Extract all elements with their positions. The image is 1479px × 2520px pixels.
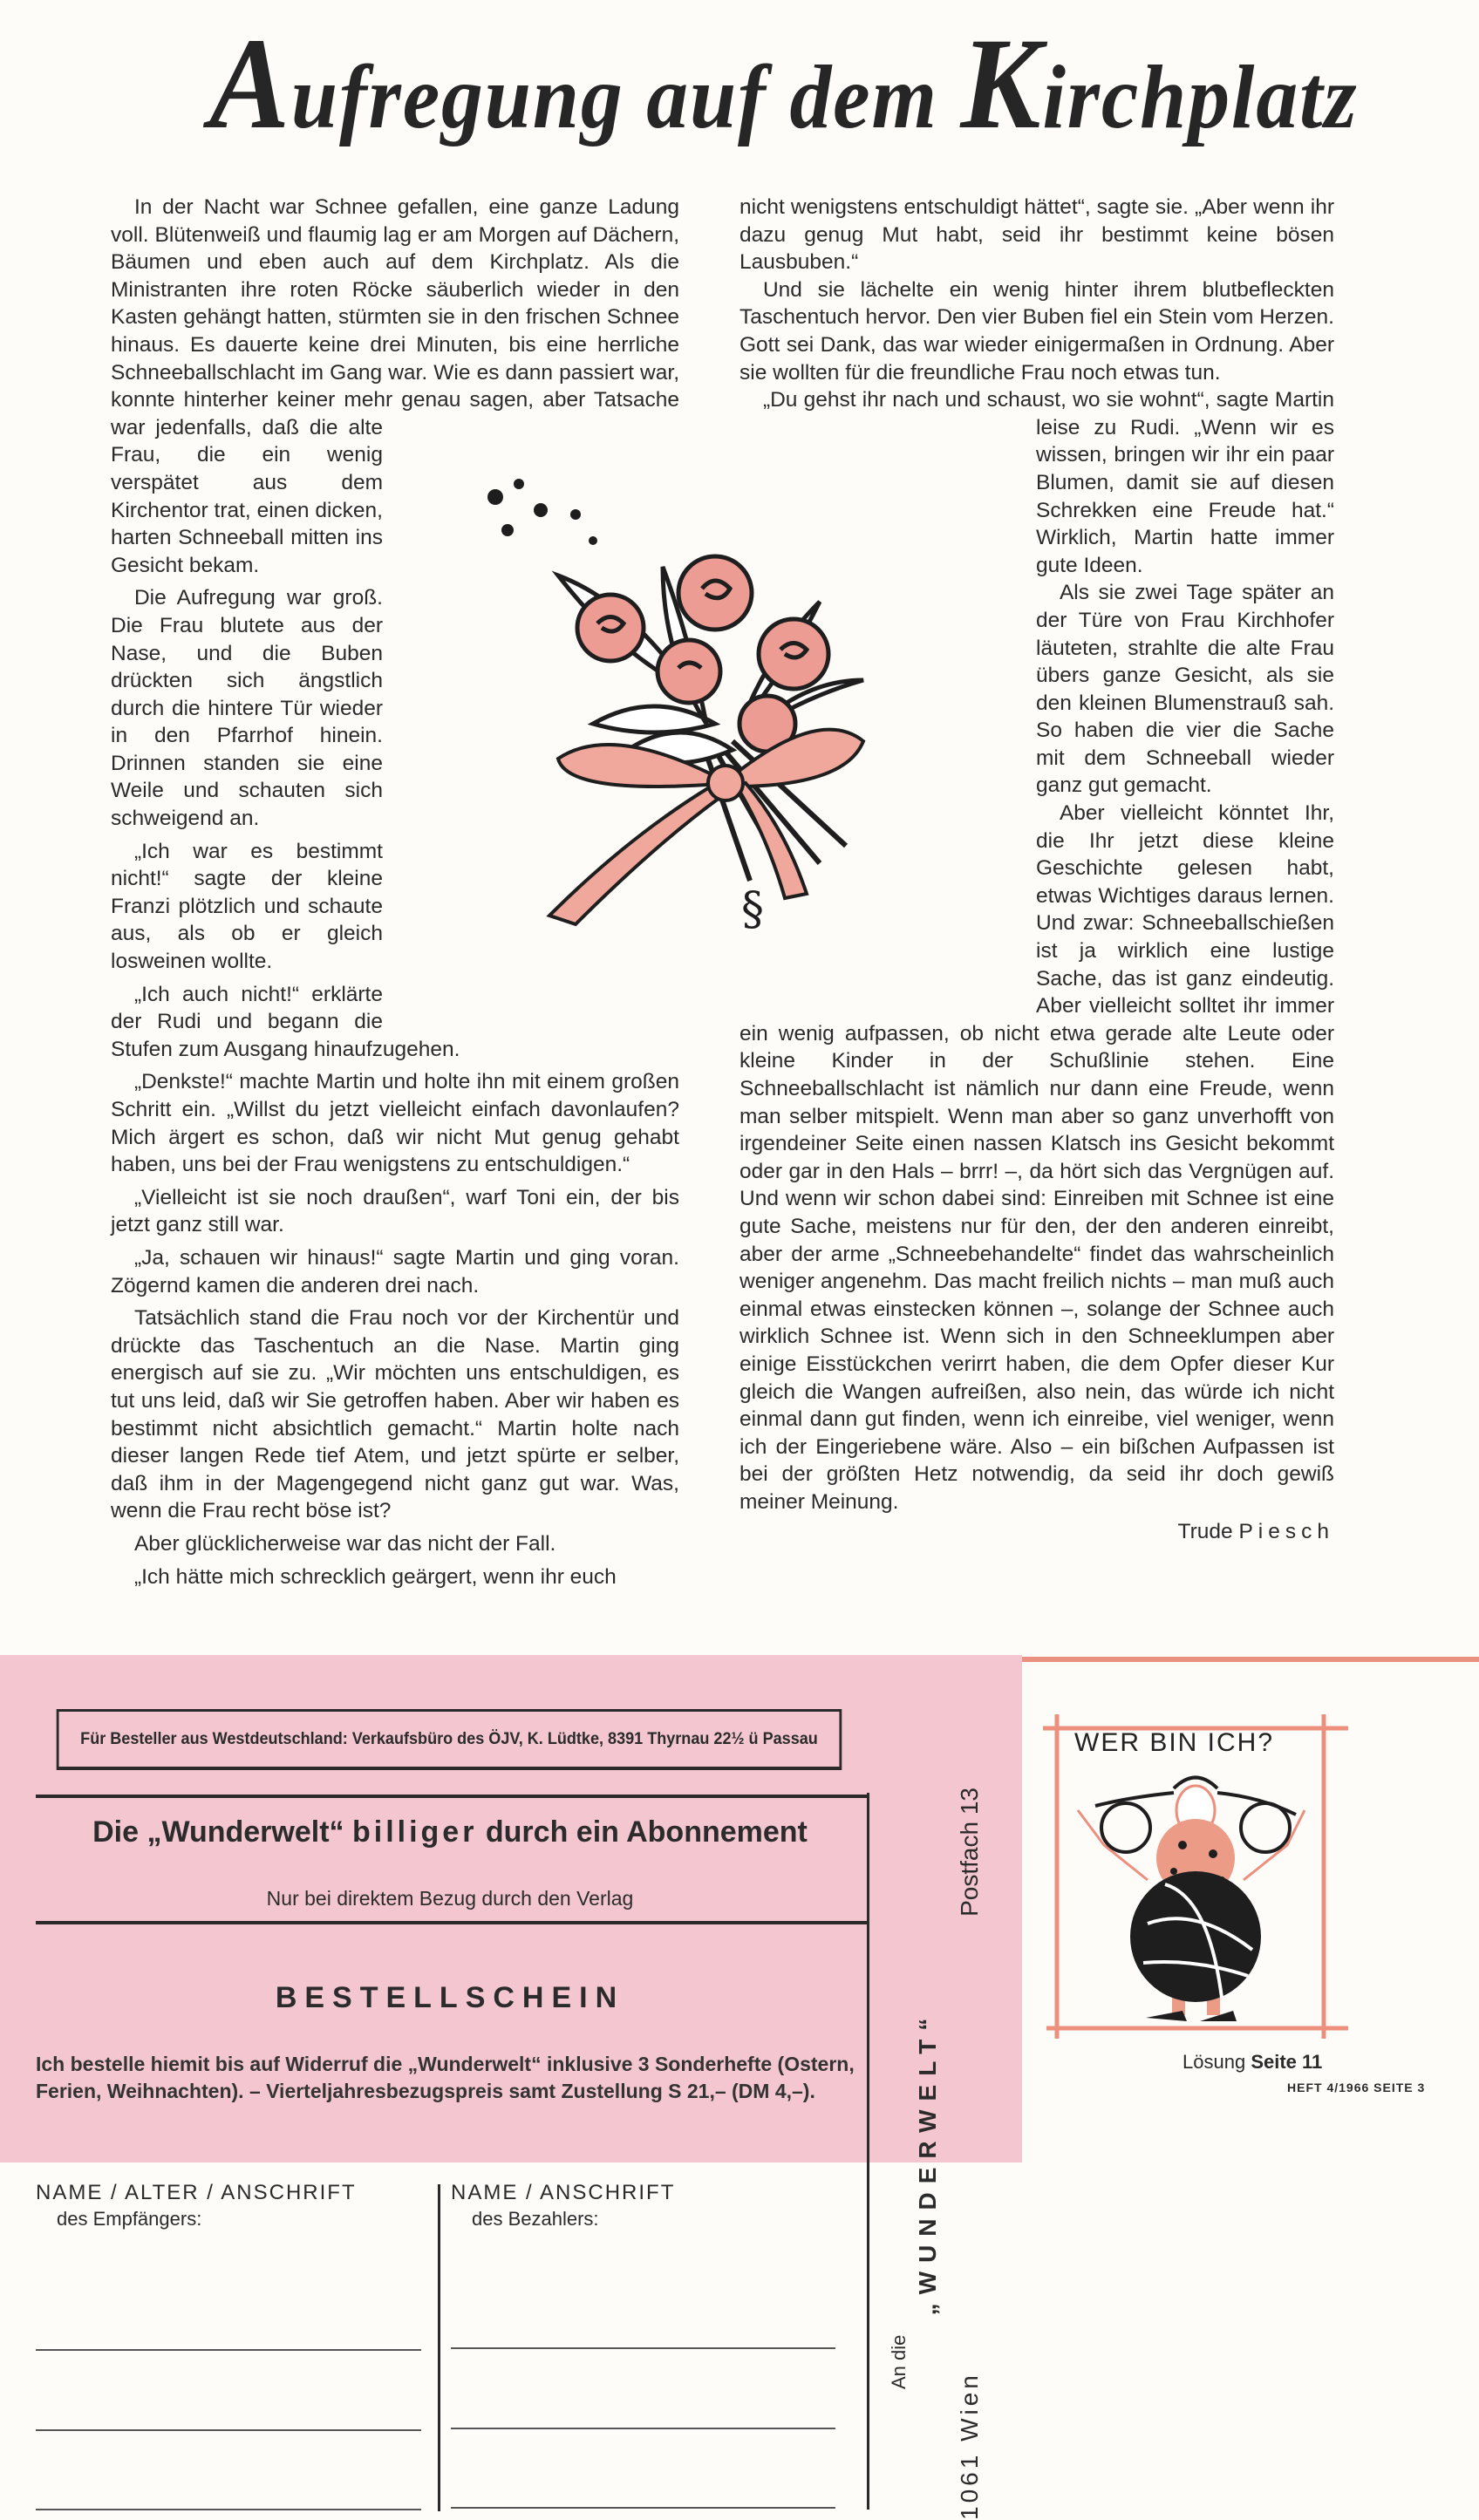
flower-bouquet-illustration xyxy=(453,462,959,933)
paragraph: „Ich hätte mich schrecklich geärgert, wenn ihr euch xyxy=(133,1564,617,1589)
paragraph: Die Aufregung war groß. Die Frau blutete aus der Nase, und die Buben drückten sich ängstlich durch die hintere Tür wieder in den Pfarrhof hinein. Drinnen standen sie eine Weile und schauten sich schweigend an. xyxy=(111,586,383,831)
divider xyxy=(867,1793,869,2510)
page-footer: HEFT 4/1966 SEITE 3 xyxy=(1287,2081,1426,2094)
payer-line-1[interactable] xyxy=(451,2347,835,2349)
coupon-notice: Für Besteller aus Westdeutschland: Verkaufsbüro des ÖJV, K. Lüdtke, 8391 Thyrnau 22½ ü Passau xyxy=(57,1709,842,1770)
divider xyxy=(1022,1657,1479,1662)
paragraph: nicht wenigstens entschuldigt hättet“, sagte sie. „Aber wenn ihr dazu genug Mut habt, seid ihr bestimmt keine bösen Lausbuben.“ xyxy=(740,195,1334,275)
quiz-girl-illustration xyxy=(1043,1714,1348,2039)
quiz-title: WER BIN ICH? xyxy=(1074,1728,1275,1757)
paragraph: „Ich war es bestimmt nicht!“ sagte der kleine Franzi plötzlich und schaute aus, als ob er gleich losweinen wollte. xyxy=(111,839,383,974)
order-text: Ich bestelle hiemit bis auf Widerruf die „Wunderwelt“ inklusive 3 Sonderhefte (Ostern, Ferien, Weihnachten). – Vierteljahresbezugspreis samt Zustellung S 21,– (DM 4,–). xyxy=(36,2053,855,2102)
recipient-label: NAME / ALTER / ANSCHRIFT des Empfängers: xyxy=(36,2181,357,2230)
paragraph: In der Nacht war Schnee gefallen, eine ganze Ladung voll. Blütenweiß und flaumig lag er am Morgen auf Dächern, Bäumen und eben auch auf dem Kirchplatz. Als die Ministranten ihre roten Röcke säuberlich wieder in den Kasten gehängt hatten, stürmten sie in den frischen Schnee hinaus. Es dauerte keine drei Minuten, bis eine herrliche Schneeballschlacht im Gang war. Wie es dann passiert war, konnte hinterher keiner mehr genau sagen, aber Tatsache war jedenfalls, daß die alte Frau, die ein wenig verspätet aus dem Kirchentor trat, einen dicken, harten Schneeball mitten ins Gesicht bekam. xyxy=(111,195,679,577)
coupon-subline: Nur bei direktem Bezug durch den Verlag xyxy=(266,1887,634,1910)
author-byline: Trude Piesch xyxy=(1177,1519,1334,1543)
paragraph: Aber vielleicht könntet Ihr, die Ihr jetzt diese kleine Geschichte gelesen habt, etwas Wichtiges daraus lernen. Und zwar: Schneeballschießen ist ja wirklich eine lustige Sache, das ist ganz eindeutig. Aber vielleicht solltet ihr immer ein wenig aufpassen, ob nicht etwa gerade alte Leute oder kleine Kinder in der Schußlinie stehen. Eine Schneeballschlacht ist nämlich nur dann eine Freude, wenn man selber mitspielt. Wenn man aber so ganz unverhofft von irgendeiner Seite einen nassen Klatsch ins Gesicht bekommt oder gar in den Hals – brrr! –, da hört sich das Vergnügen auf. Und wenn wir schon dabei sind: Einreiben mit Schnee ist eine gute Sache, meistens nur für den, der den anderen einreibt, aber der arme „Schneebehandelte“ findet das wahrscheinlich weniger angenehm. Das macht freilich nichts – man muß auch einmal etwas einstecken können –, solange der Schnee auch wirklich Schnee ist. Wenn sich in den Schneeklumpen aber einige Eisstückchen verirrt haben, die dem Opfer dieser Kur gleich die Wangen aufreißen, also nein, das würde ich nicht einmal dann gut finden, wenn ich einreibe, viel weniger, wenn ich der Eingeriebene wäre. Also – ein bißchen Aufpassen ist bei der größten Hetz notwendig, da seid ihr doch gewiß meiner Meinung. xyxy=(740,801,1334,1514)
recipient-line-3[interactable] xyxy=(36,2509,421,2510)
coupon-headline: Die „Wunderwelt“ billiger durch ein Abonnement xyxy=(92,1815,808,1849)
payer-label: NAME / ANSCHRIFT des Bezahlers: xyxy=(451,2181,676,2230)
paragraph: „Du gehst ihr nach und schaust, wo sie wohnt“, sagte Martin leise zu Rudi. „Wenn wir es wissen, bringen wir ihr ein paar Blumen, damit sie auf diesen Schrekken eine Freude hat.“ Wirklich, Martin hatte immer gute Ideen. xyxy=(762,388,1334,577)
divider xyxy=(438,2184,440,2511)
signature-mark: § xyxy=(741,883,764,933)
paragraph: „Ja, schauen wir hinaus!“ sagte Martin und ging voran. Zögernd kamen die anderen drei nach. xyxy=(111,1245,679,1297)
paragraph: „Denkste!“ machte Martin und holte ihn mit einem großen Schritt ein. „Willst du jetzt vielleicht einfach davonlaufen? Mich ärgert es schon, daß wir nicht Mut genug gehabt haben, uns bei der Frau wenigstens zu entschuldigen.“ xyxy=(111,1070,679,1177)
paragraph: Als sie zwei Tage später an der Türe von Frau Kirchhofer läuteten, strahlte die alte Frau übers ganze Gesicht, als sie den kleinen Blumenstrauß sah. So haben die vier die Sache mit dem Schneeball wieder ganz gut gemacht. xyxy=(1036,581,1334,798)
payer-line-2[interactable] xyxy=(451,2428,835,2429)
divider xyxy=(36,1921,869,1924)
recipient-line-2[interactable] xyxy=(36,2429,421,2431)
paragraph: Tatsächlich stand die Frau noch vor der Kirchentür und drückte das Taschentuch an die Nase. Martin ging energisch auf sie zu. „Wir möchten uns entschuldigen, es tut uns leid, daß wir Sie getroffen haben. Aber wir haben es bestimmt nicht absichtlich gemacht.“ Martin holte nach dieser langen Rede tief Atem, und jetzt spürte er selber, daß ihm in der Magengegend nicht ganz gut war. Was, wenn die Frau recht böse ist? xyxy=(111,1306,679,1523)
form-title: BESTELLSCHEIN xyxy=(275,1981,625,2014)
article-title: Aufregung auf dem Kirchplatz xyxy=(209,11,1359,156)
paragraph: „Ich auch nicht!“ erklärte der Rudi und begann die Stufen zum Ausgang hinaufzugehen. xyxy=(111,982,460,1061)
paragraph: Aber glücklicherweise war das nicht der Fall. xyxy=(133,1531,556,1556)
paragraph: „Vielleicht ist sie noch draußen“, warf Toni ein, der bis jetzt ganz still war. xyxy=(111,1185,679,1237)
paragraph: Und sie lächelte ein wenig hinter ihrem blutbefleckten Taschentuch hervor. Den vier Buben fiel ein Stein vom Herzen. Gott sei Dank, das war wieder einigermaßen in Ordnung. Aber sie wollten für die freundliche Frau noch etwas tun. xyxy=(740,277,1334,385)
recipient-line-1[interactable] xyxy=(36,2349,421,2351)
quiz-solution-reference: Lösung Seite 11 xyxy=(1183,2051,1323,2073)
mailing-address: An die „WUNDERWELT“ 1061 Wien Postfach 13 xyxy=(888,1788,983,2520)
payer-line-3[interactable] xyxy=(451,2507,835,2509)
divider xyxy=(36,1795,869,1798)
